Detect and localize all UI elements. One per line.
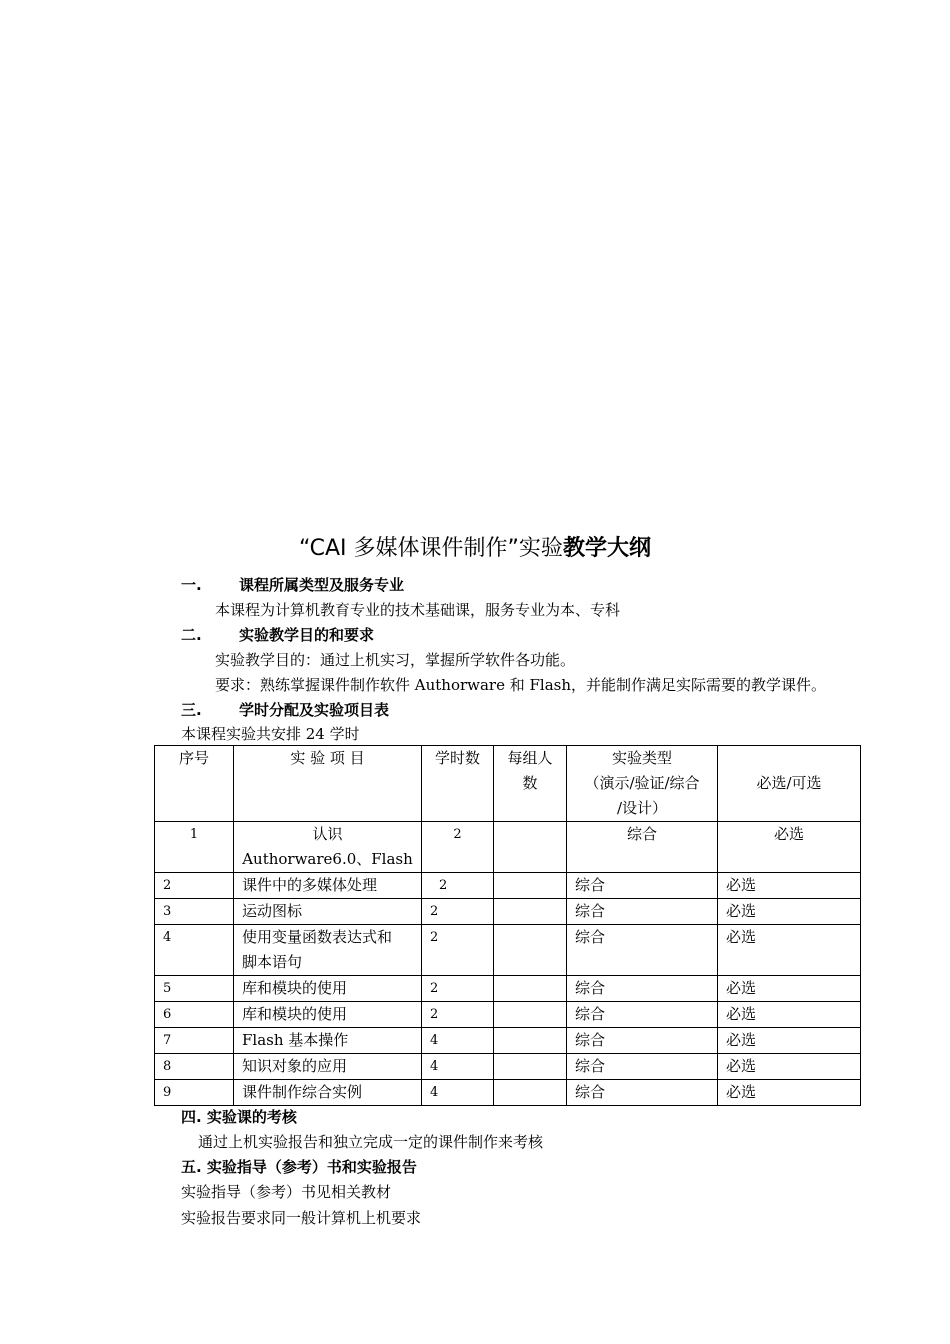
cell-type: 综合	[567, 1028, 718, 1054]
cell-hours: 2	[422, 899, 494, 925]
section-2-title: 实验教学目的和要求	[239, 626, 375, 644]
cell-required: 必选	[718, 822, 861, 873]
section-5-heading: 五. 实验指导（参考）书和实验报告	[181, 1158, 417, 1176]
cell-hours: 4	[422, 1054, 494, 1080]
section-2-number: 二.	[181, 626, 202, 644]
table-row	[155, 925, 861, 976]
cell-project	[234, 822, 422, 873]
header-hours: 学时数	[422, 746, 494, 822]
cell-project: 课件中的多媒体处理	[234, 873, 422, 899]
section-1-number: 一.	[181, 576, 202, 594]
cell-hours: 2	[422, 976, 494, 1002]
section-1-title: 课程所属类型及服务专业	[239, 576, 405, 594]
title-part-regular: “CAI 多媒体课件制作”实验	[299, 536, 563, 561]
cell-seq: 7	[155, 1028, 234, 1054]
title-part-bold: 教学大纲	[562, 536, 651, 561]
cell-project-line-1: 使用变量函数表达式和	[242, 928, 393, 946]
cell-type: 综合	[567, 899, 718, 925]
cell-project-line-2: Authorware6.0、Flash	[242, 850, 413, 868]
section-3-number: 三.	[181, 701, 202, 719]
cell-seq: 8	[155, 1054, 234, 1080]
cell-type: 综合	[567, 873, 718, 899]
document-title	[0, 532, 950, 566]
table-row	[155, 899, 861, 925]
section-4-heading: 四. 实验课的考核	[181, 1108, 297, 1126]
header-group-line-1: 每组人	[507, 749, 553, 767]
section-3-title: 学时分配及实验项目表	[239, 701, 390, 719]
header-type-line-1: 实验类型	[611, 749, 672, 767]
cell-group	[494, 822, 567, 873]
table-row	[155, 873, 861, 899]
section-3-text: 本课程实验共安排 24 学时	[181, 725, 360, 743]
cell-seq: 6	[155, 1002, 234, 1028]
cell-type: 综合	[567, 925, 718, 976]
cell-type: 综合	[567, 1054, 718, 1080]
cell-required: 必选	[718, 1028, 861, 1054]
section-1-heading	[181, 573, 404, 597]
section-2-text-1: 实验教学目的：通过上机实习，掌握所学软件各功能。	[215, 651, 576, 669]
cell-hours: 2	[422, 873, 494, 899]
table-header-row	[155, 746, 861, 822]
cell-group	[494, 1054, 567, 1080]
cell-seq: 9	[155, 1080, 234, 1106]
header-type-line-2: （演示/验证/综合	[584, 774, 700, 792]
cell-required: 必选	[718, 1002, 861, 1028]
section-5-text-2: 实验报告要求同一般计算机上机要求	[181, 1209, 422, 1227]
cell-group	[494, 976, 567, 1002]
cell-group	[494, 1002, 567, 1028]
cell-project: 库和模块的使用	[234, 1002, 422, 1028]
header-type	[567, 746, 718, 822]
table-row	[155, 1080, 861, 1106]
header-required: 必选/可选	[718, 746, 861, 822]
cell-required: 必选	[718, 899, 861, 925]
cell-seq: 3	[155, 899, 234, 925]
table-row	[155, 1002, 861, 1028]
cell-project: 运动图标	[234, 899, 422, 925]
section-5-text-1: 实验指导（参考）书见相关教材	[181, 1183, 392, 1201]
cell-group	[494, 925, 567, 976]
cell-required: 必选	[718, 873, 861, 899]
lab-project-table	[154, 745, 861, 1106]
cell-hours: 4	[422, 1028, 494, 1054]
table-row	[155, 976, 861, 1002]
header-group-size	[494, 746, 567, 822]
section-3-heading	[181, 698, 389, 722]
cell-group	[494, 899, 567, 925]
cell-seq: 1	[155, 822, 234, 873]
cell-hours: 2	[422, 925, 494, 976]
cell-hours: 4	[422, 1080, 494, 1106]
header-seq: 序号	[155, 746, 234, 822]
cell-group	[494, 1028, 567, 1054]
cell-project: 知识对象的应用	[234, 1054, 422, 1080]
cell-required: 必选	[718, 925, 861, 976]
cell-project: 库和模块的使用	[234, 976, 422, 1002]
cell-project-line-2: 脚本语句	[242, 953, 303, 971]
header-group-line-2: 数	[522, 774, 538, 792]
cell-hours: 2	[422, 822, 494, 873]
cell-type: 综合	[567, 822, 718, 873]
cell-project	[234, 925, 422, 976]
cell-required: 必选	[718, 976, 861, 1002]
cell-project-line-1: 认识	[312, 825, 343, 843]
section-2-text-2: 要求：熟练掌握课件制作软件 Authorware 和 Flash，并能制作满足实际需要的教学课件。	[215, 676, 827, 694]
cell-required: 必选	[718, 1054, 861, 1080]
cell-type: 综合	[567, 1002, 718, 1028]
table-row	[155, 822, 861, 873]
cell-seq: 2	[155, 873, 234, 899]
cell-required: 必选	[718, 1080, 861, 1106]
cell-seq: 4	[155, 925, 234, 976]
section-1-text: 本课程为计算机教育专业的技术基础课，服务专业为本、专科	[215, 601, 621, 619]
cell-type: 综合	[567, 976, 718, 1002]
cell-hours: 2	[422, 1002, 494, 1028]
cell-group	[494, 1080, 567, 1106]
cell-project: 课件制作综合实例	[234, 1080, 422, 1106]
cell-seq: 5	[155, 976, 234, 1002]
cell-type: 综合	[567, 1080, 718, 1106]
section-4-text: 通过上机实验报告和独立完成一定的课件制作来考核	[198, 1133, 544, 1151]
cell-group	[494, 873, 567, 899]
table-row	[155, 1028, 861, 1054]
section-2-heading	[181, 623, 374, 647]
table-row	[155, 1054, 861, 1080]
cell-project: Flash 基本操作	[234, 1028, 422, 1054]
header-project: 实 验 项 目	[234, 746, 422, 822]
header-type-line-3: /设计）	[616, 799, 668, 817]
